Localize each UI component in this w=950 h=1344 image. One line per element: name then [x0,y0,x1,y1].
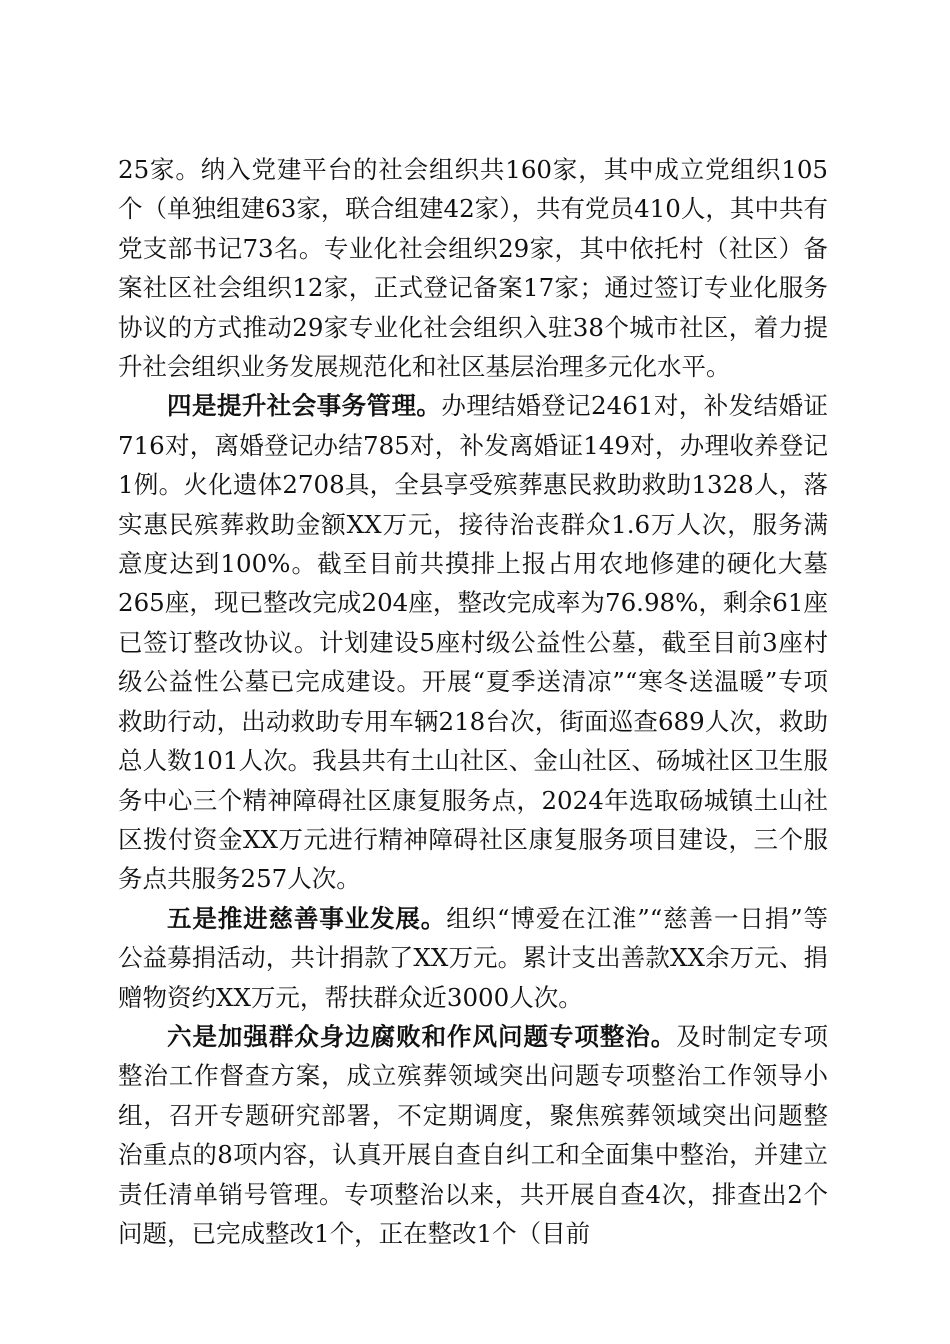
paragraph-rectification [118,1017,828,1253]
document-page [118,150,828,1253]
paragraph-text: 办理结婚登记2461对，补发结婚证716对，离婚登记办结785对，补发离婚证149对，办理收养登记1例。火化遗体2708具，全县享受殡葬惠民救助救助1328人，落实惠民殡葬救助金额XX万元，接待治丧群众1.6万人次，服务满意度达到100%。截至目前共摸排上报占用农地修建的硬化大墓265座，现已整改完成204座，整改完成率为76.98%，剩余61座已签订整改协议。计划建设5座村级公益性公墓，截至目前3座村级公益性公墓已完成建设。开展“夏季送清凉”“寒冬送温暖”专项救助行动，出动救助专用车辆218台次，街面巡查689人次，救助总人数101人次。我县共有土山社区、金山社区、砀城社区卫生服务中心三个精神障碍社区康复服务点，2024年选取砀城镇土山社区拨付资金XX万元进行精神障碍社区康复服务项目建设，三个服务点共服务257人次。 [118,391,829,894]
paragraph-heading: 六是加强群众身边腐败和作风问题专项整治。 [167,1021,677,1051]
paragraph-text: 及时制定专项整治工作督查方案，成立殡葬领域突出问题专项整治工作领导小组，召开专题研究部署，不定期调度，聚焦殡葬领域突出问题整治重点的8项内容，认真开展自查自纠工和全面集中整治，并建立责任清单销号管理。专项整治以来，共开展自查4次，排查出2个问题，已完成整改1个，正在整改1个（目前 [118,1021,829,1248]
paragraph-text: 组织“博爱在江淮”“慈善一日捐”等公益募捐活动，共计捐款了XX万元。累计支出善款XX余万元、捐赠物资约XX万元，帮扶群众近3000人次。 [118,903,828,1012]
paragraph-charity [118,899,828,1017]
paragraph-text: 25家。纳入党建平台的社会组织共160家，其中成立党组织105个（单独组建63家，联合组建42家），共有党员410人，其中共有党支部书记73名。专业化社会组织29家，其中依托村（社区）备案社区社会组织12家，正式登记备案17家；通过签订专业化服务协议的方式推动29家专业化社会组织入驻38个城市社区，着力提升社会组织业务发展规范化和社区基层治理多元化水平。 [118,155,828,382]
paragraph-heading: 四是提升社会事务管理。 [167,391,442,421]
paragraph-social-affairs [118,386,828,898]
paragraph-continuation [118,150,828,386]
paragraph-heading: 五是推进慈善事业发展。 [167,903,447,933]
